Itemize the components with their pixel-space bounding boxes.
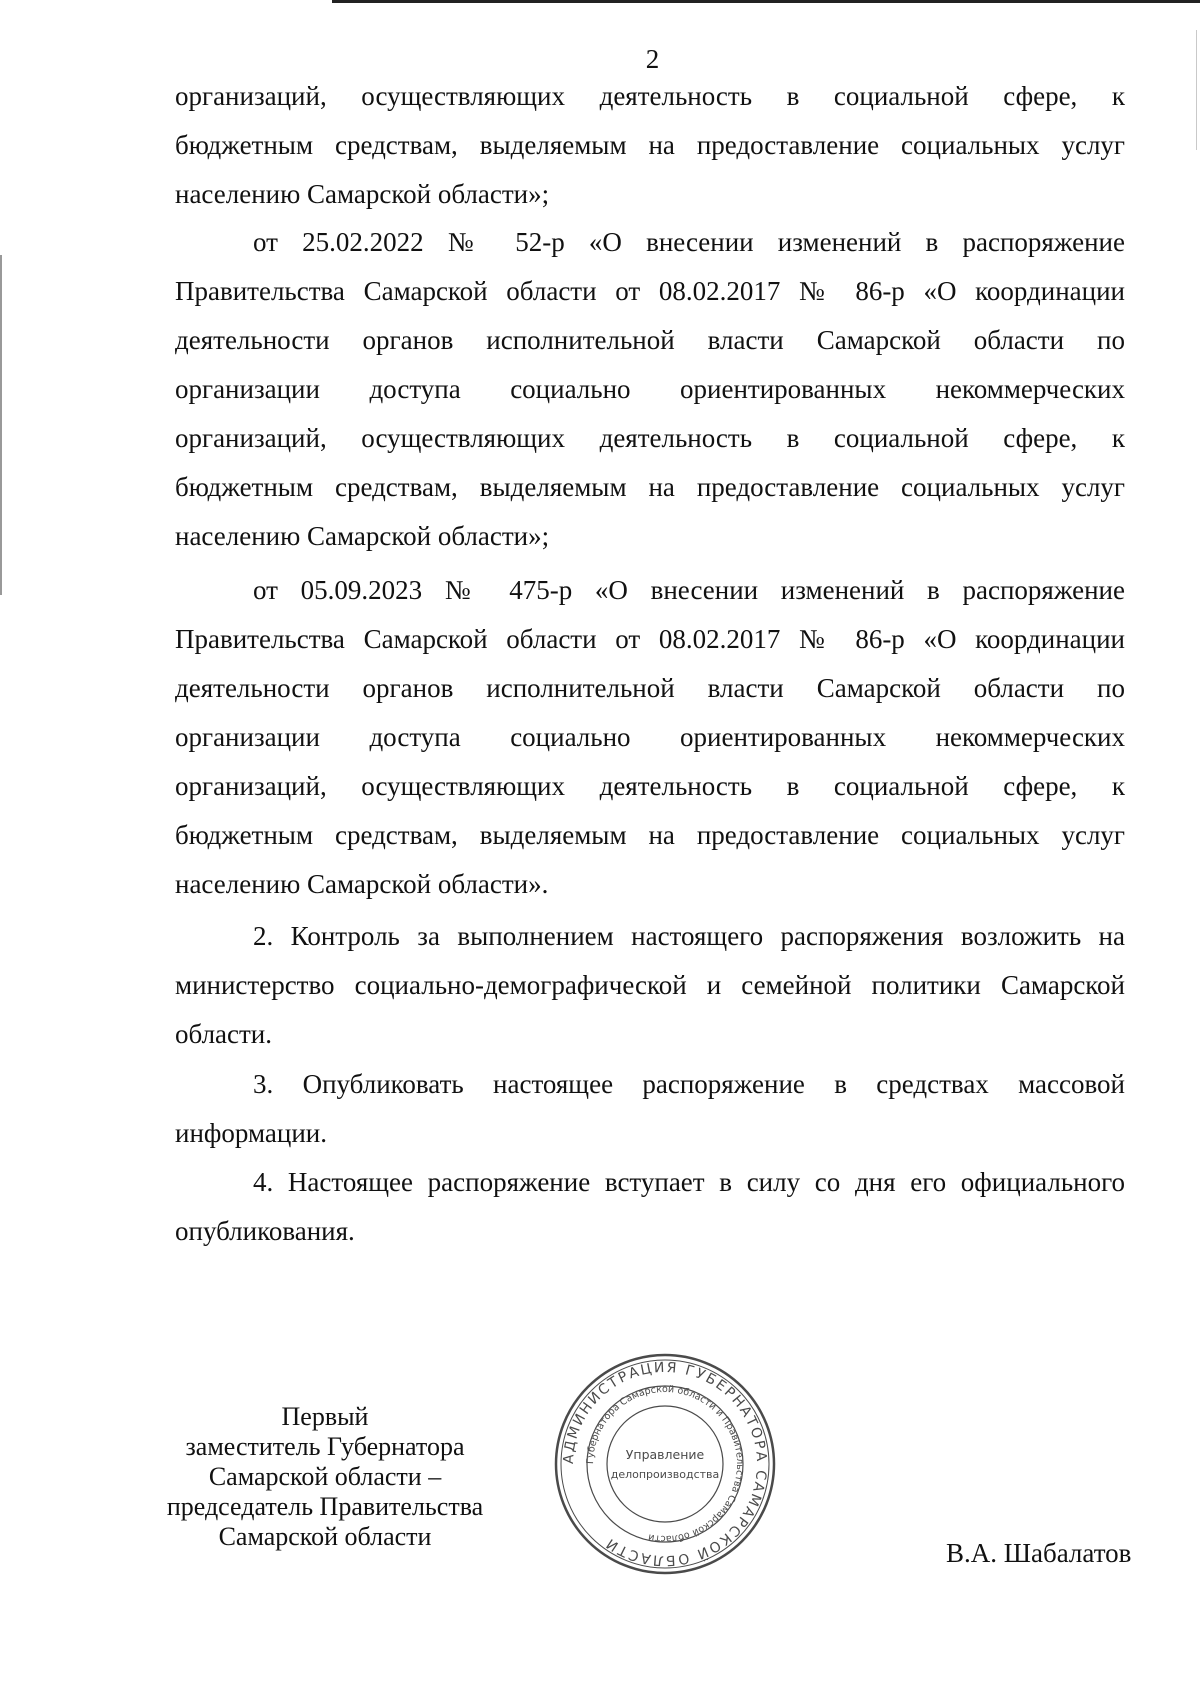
text-line: бюджетным средствам, выделяемым на предоставление социальных услуг (175, 472, 1125, 502)
text-line: опубликования. (175, 1216, 355, 1246)
text-line: области. (175, 1019, 273, 1049)
text-line: организаций, осуществляющих деятельность в социальной сфере, к (175, 81, 1125, 111)
signatory-title-line: Самарской области (218, 1522, 432, 1551)
stamp-center-line-2: делопроизводства (610, 1468, 720, 1481)
scan-artifact-left (0, 255, 2, 595)
text-line: бюджетным средствам, выделяемым на предоставление социальных услуг (175, 820, 1125, 850)
signatory-title-line: Первый (281, 1402, 369, 1431)
text-line: 3. Опубликовать настоящее распоряжение в средствах массовой (253, 1069, 1125, 1099)
text-line: населению Самарской области»; (175, 521, 550, 551)
stamp-inner-text: Губернатора Самарской области и Правительства Самарской области (584, 1383, 746, 1545)
text-line: организаций, осуществляющих деятельность в социальной сфере, к (175, 771, 1125, 801)
text-line: 2. Контроль за выполнением настоящего распоряжения возложить на (253, 921, 1125, 951)
stamp-inner-ring (607, 1406, 723, 1522)
text-line: бюджетным средствам, выделяемым на предоставление социальных услуг (175, 130, 1125, 160)
text-line: организации доступа социально ориентированных некоммерческих (175, 722, 1125, 752)
text-line: 4. Настоящее распоряжение вступает в силу со дня его официального (253, 1167, 1125, 1197)
signatory-title (125, 1402, 525, 1552)
paragraph-amendment-2023 (175, 566, 1125, 909)
signatory-title-line: заместитель Губернатора (185, 1432, 465, 1461)
text-line: деятельности органов исполнительной власти Самарской области по (175, 673, 1125, 703)
top-rule (332, 0, 1200, 3)
paragraph-point-3 (175, 1060, 1125, 1158)
signatory-name: В.А. Шабалатов (946, 1538, 1132, 1568)
text-line: Правительства Самарской области от 08.02.2017 № 86-р «О координации (175, 276, 1125, 306)
text-line: населению Самарской области»; (175, 179, 550, 209)
page-number: 2 (645, 44, 660, 74)
text-line: Правительства Самарской области от 08.02.2017 № 86-р «О координации (175, 624, 1125, 654)
text-line: от 05.09.2023 № 475-р «О внесении изменений в распоряжение (253, 575, 1125, 605)
paragraph-amendment-2022 (175, 218, 1125, 561)
official-stamp (552, 1351, 778, 1577)
signatory-title-line: Самарской области – (208, 1462, 442, 1491)
text-line: деятельности органов исполнительной власти Самарской области по (175, 325, 1125, 355)
signatory-title-line: председатель Правительства (166, 1492, 484, 1521)
text-line: организации доступа социально ориентированных некоммерческих (175, 374, 1125, 404)
text-line: министерство социально-демографической и семейной политики Самарской (175, 970, 1125, 1000)
paragraph-point-2 (175, 912, 1125, 1059)
text-line: организаций, осуществляющих деятельность в социальной сфере, к (175, 423, 1125, 453)
text-line: населению Самарской области». (175, 869, 549, 899)
text-line: от 25.02.2022 № 52-р «О внесении изменений в распоряжение (253, 227, 1125, 257)
paragraph-point-4 (175, 1158, 1125, 1256)
paragraph-continuation (175, 72, 1125, 219)
stamp-outer-text: АДМИНИСТРАЦИЯ ГУБЕРНАТОРА САМАРСКОЙ ОБЛАСТИ (560, 1359, 770, 1569)
text-line: информации. (175, 1118, 327, 1148)
stamp-center-line-1: Управление (625, 1447, 705, 1462)
